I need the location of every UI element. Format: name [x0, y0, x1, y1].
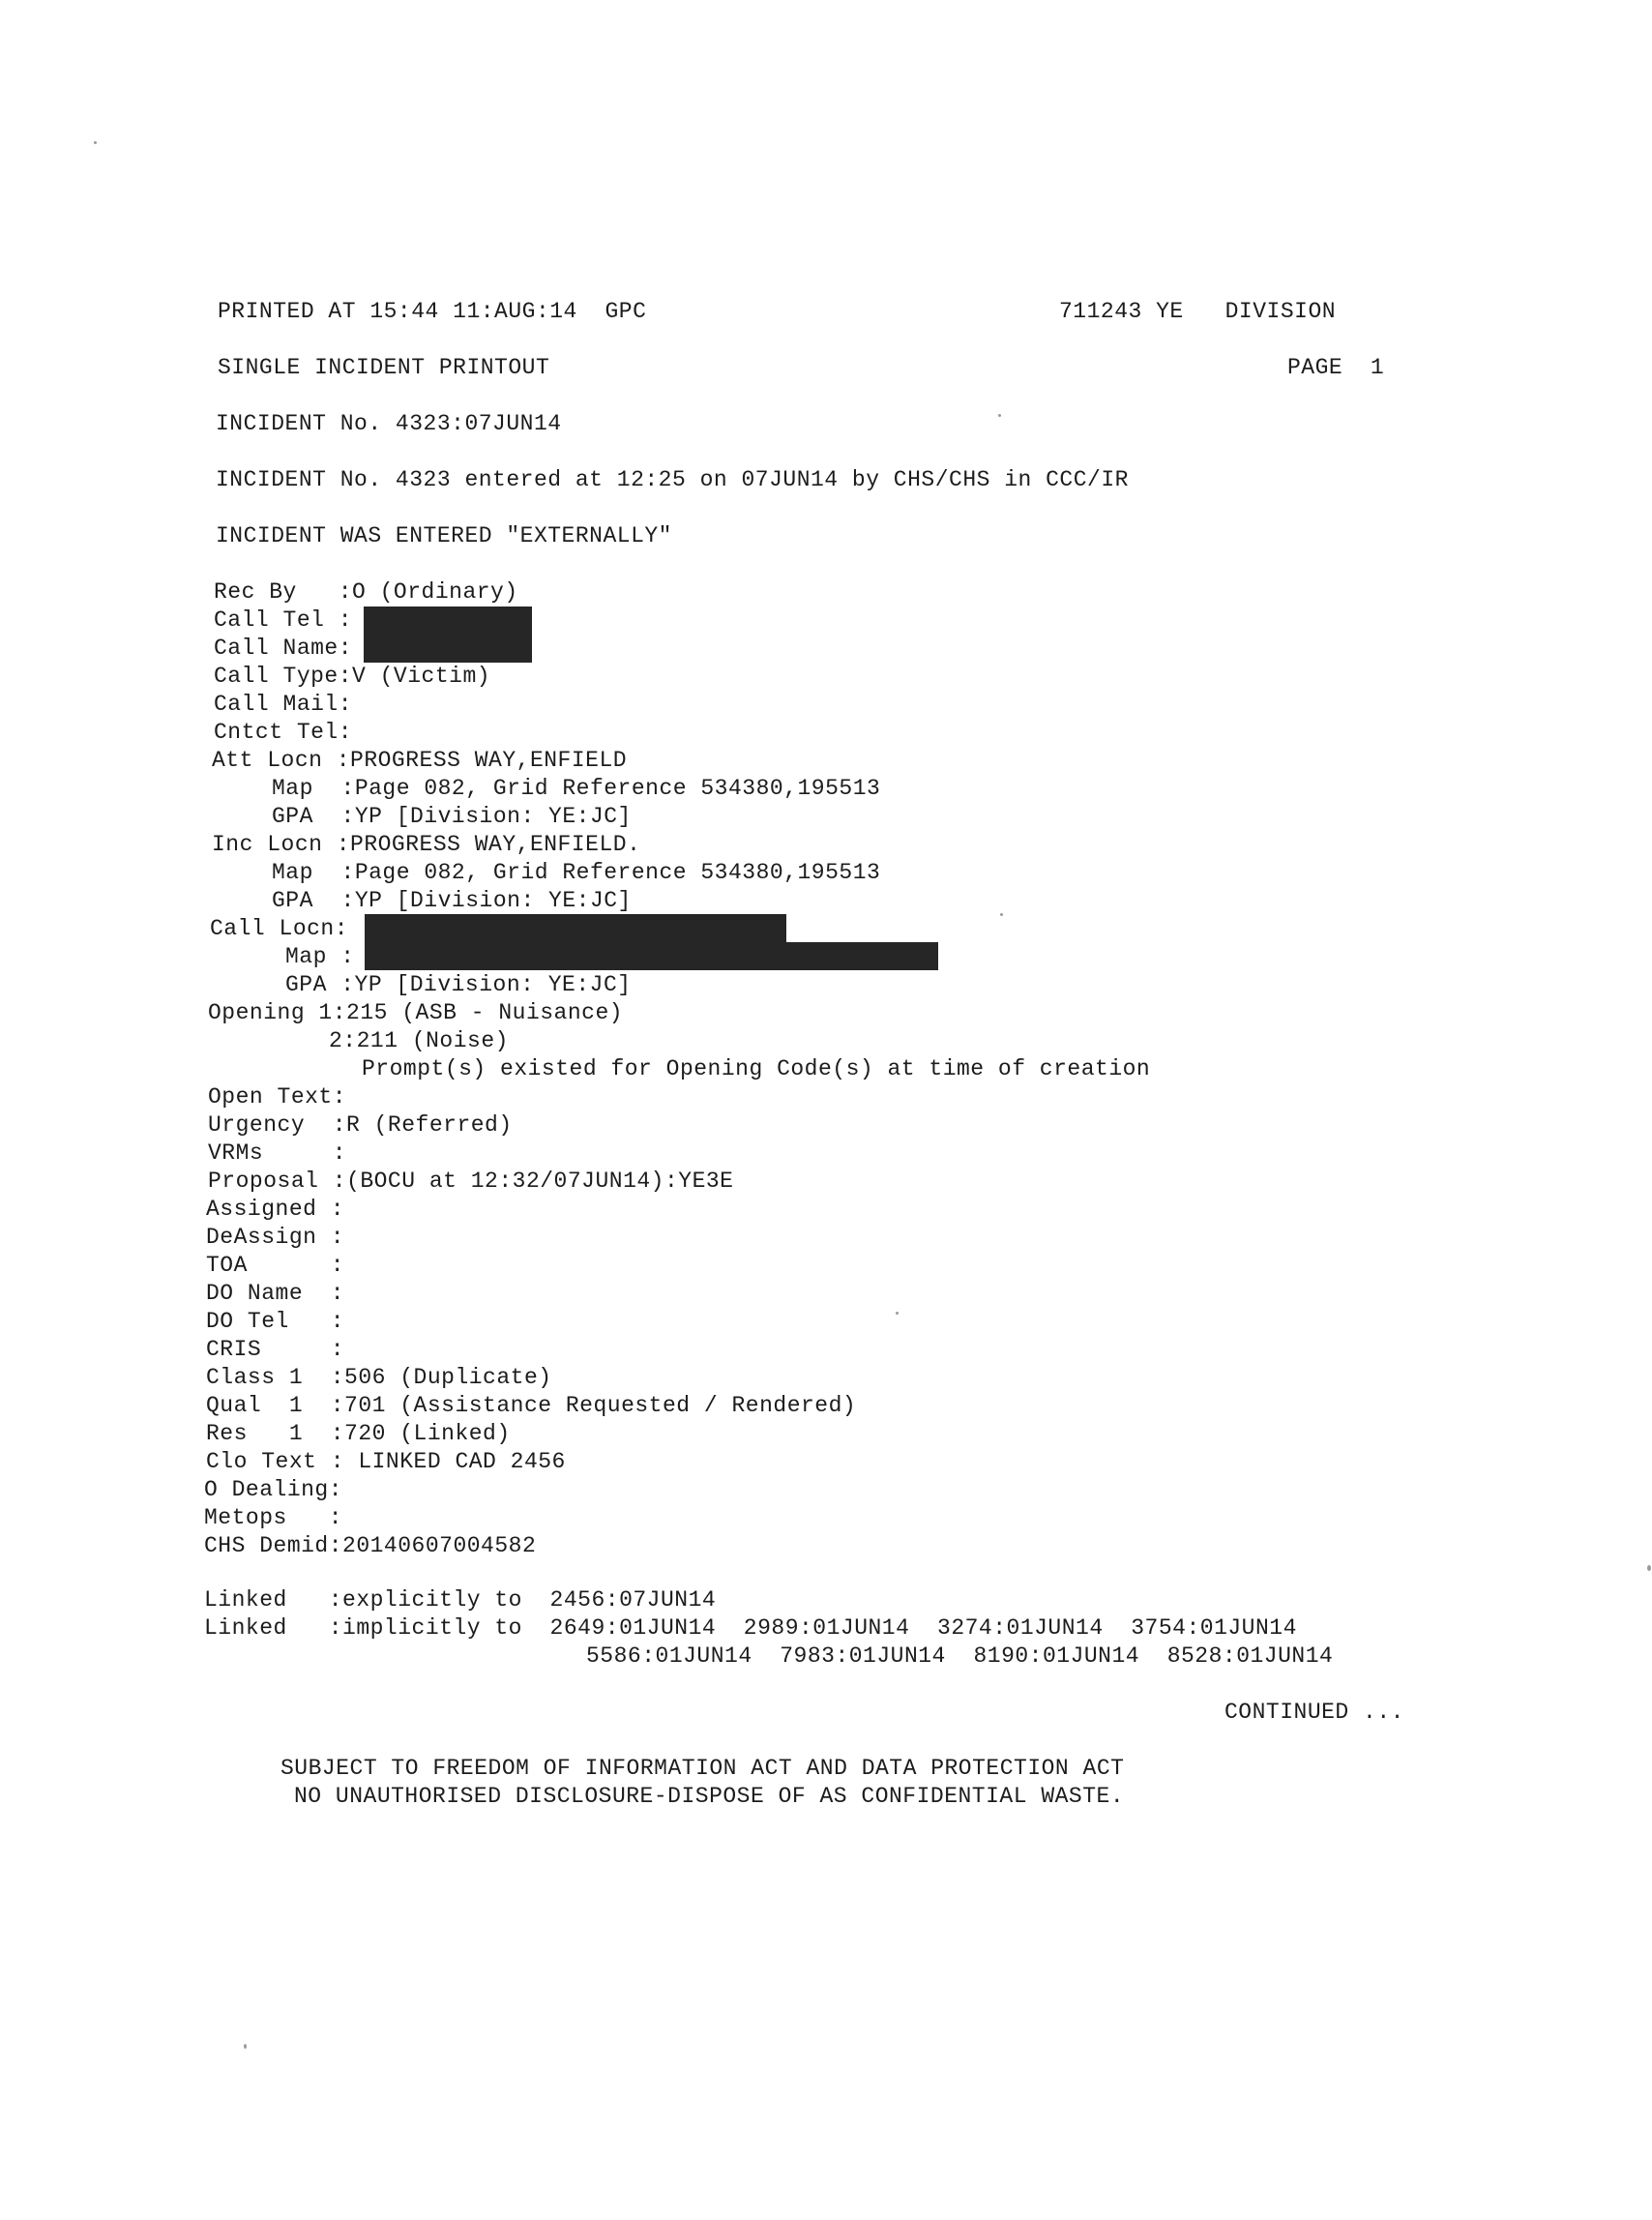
- att-map: Map :Page 082, Grid Reference 534380,195513: [272, 776, 881, 801]
- redaction-block-caller: [364, 607, 532, 663]
- call-tel: Call Tel :: [214, 607, 353, 633]
- urgency: Urgency :R (Referred): [208, 1112, 513, 1138]
- proposal: Proposal :(BOCU at 12:32/07JUN14):YE3E: [208, 1169, 734, 1194]
- scan-speck: [1647, 1565, 1651, 1571]
- o-dealing: O Dealing:: [204, 1477, 343, 1502]
- open-text: Open Text:: [208, 1084, 347, 1110]
- scan-speck: [998, 414, 1001, 417]
- metops: Metops :: [204, 1505, 343, 1530]
- rec-by: Rec By :O (Ordinary): [214, 579, 518, 605]
- att-gpa: GPA :YP [Division: YE:JC]: [272, 804, 632, 829]
- linked-explicit: Linked :explicitly to 2456:07JUN14: [204, 1587, 717, 1613]
- call-type: Call Type:V (Victim): [214, 664, 491, 689]
- qual-1: Qual 1 :701 (Assistance Requested / Rendered): [206, 1393, 857, 1418]
- division-code: 711243 YE DIVISION: [1059, 299, 1337, 324]
- call-gpa: GPA :YP [Division: YE:JC]: [285, 972, 632, 997]
- inc-locn: Inc Locn :PROGRESS WAY,ENFIELD.: [212, 832, 641, 857]
- deassign: DeAssign :: [206, 1225, 345, 1250]
- att-locn: Att Locn :PROGRESS WAY,ENFIELD: [212, 748, 628, 773]
- call-map: Map :: [285, 944, 355, 969]
- inc-map: Map :Page 082, Grid Reference 534380,195513: [272, 860, 881, 885]
- call-name: Call Name:: [214, 636, 353, 661]
- res-1: Res 1 :720 (Linked): [206, 1421, 511, 1446]
- clo-text: Clo Text : LINKED CAD 2456: [206, 1449, 566, 1474]
- do-name: DO Name :: [206, 1281, 345, 1306]
- do-tel: DO Tel :: [206, 1309, 345, 1334]
- scan-speck: [896, 1312, 899, 1315]
- call-mail: Call Mail:: [214, 692, 353, 717]
- printout-title: SINGLE INCIDENT PRINTOUT: [218, 355, 550, 380]
- confidentiality-notice-1: SUBJECT TO FREEDOM OF INFORMATION ACT AND DATA PROTECTION ACT: [280, 1756, 1125, 1781]
- incident-entered: INCIDENT No. 4323 entered at 12:25 on 07JUN14 by CHS/CHS in CCC/IR: [216, 467, 1129, 492]
- contact-tel: Cntct Tel:: [214, 720, 353, 745]
- toa: TOA :: [206, 1253, 345, 1278]
- opening-code-2: 2:211 (Noise): [329, 1028, 509, 1053]
- incident-number: INCIDENT No. 4323:07JUN14: [216, 411, 562, 436]
- assigned: Assigned :: [206, 1197, 345, 1222]
- linked-implicit: Linked :implicitly to 2649:01JUN14 2989:01JUN14 3274:01JUN14 3754:01JUN14: [204, 1615, 1297, 1641]
- class-1: Class 1 :506 (Duplicate): [206, 1365, 552, 1390]
- redaction-block-call-locn: [365, 914, 786, 943]
- chs-demid: CHS Demid:20140607004582: [204, 1533, 537, 1558]
- scan-speck: [1000, 913, 1003, 916]
- redaction-block-call-map: [365, 942, 938, 970]
- prompt-note: Prompt(s) existed for Opening Code(s) at time of creation: [362, 1056, 1151, 1081]
- linked-implicit-continued: 5586:01JUN14 7983:01JUN14 8190:01JUN14 8528:01JUN14: [586, 1643, 1334, 1669]
- opening-code-1: Opening 1:215 (ASB - Nuisance): [208, 1000, 624, 1025]
- confidentiality-notice-2: NO UNAUTHORISED DISCLOSURE-DISPOSE OF AS CONFIDENTIAL WASTE.: [294, 1784, 1125, 1809]
- vrms: VRMs :: [208, 1140, 347, 1166]
- page-number: PAGE 1: [1287, 355, 1385, 380]
- incident-entry-mode: INCIDENT WAS ENTERED "EXTERNALLY": [216, 523, 672, 548]
- call-locn: Call Locn:: [210, 916, 349, 941]
- cris: CRIS :: [206, 1337, 345, 1362]
- continued-marker: CONTINUED ...: [1224, 1700, 1404, 1725]
- printed-at: PRINTED AT 15:44 11:AUG:14 GPC: [218, 299, 647, 324]
- scan-speck: [94, 141, 97, 144]
- scan-speck: [244, 2044, 247, 2049]
- inc-gpa: GPA :YP [Division: YE:JC]: [272, 888, 632, 913]
